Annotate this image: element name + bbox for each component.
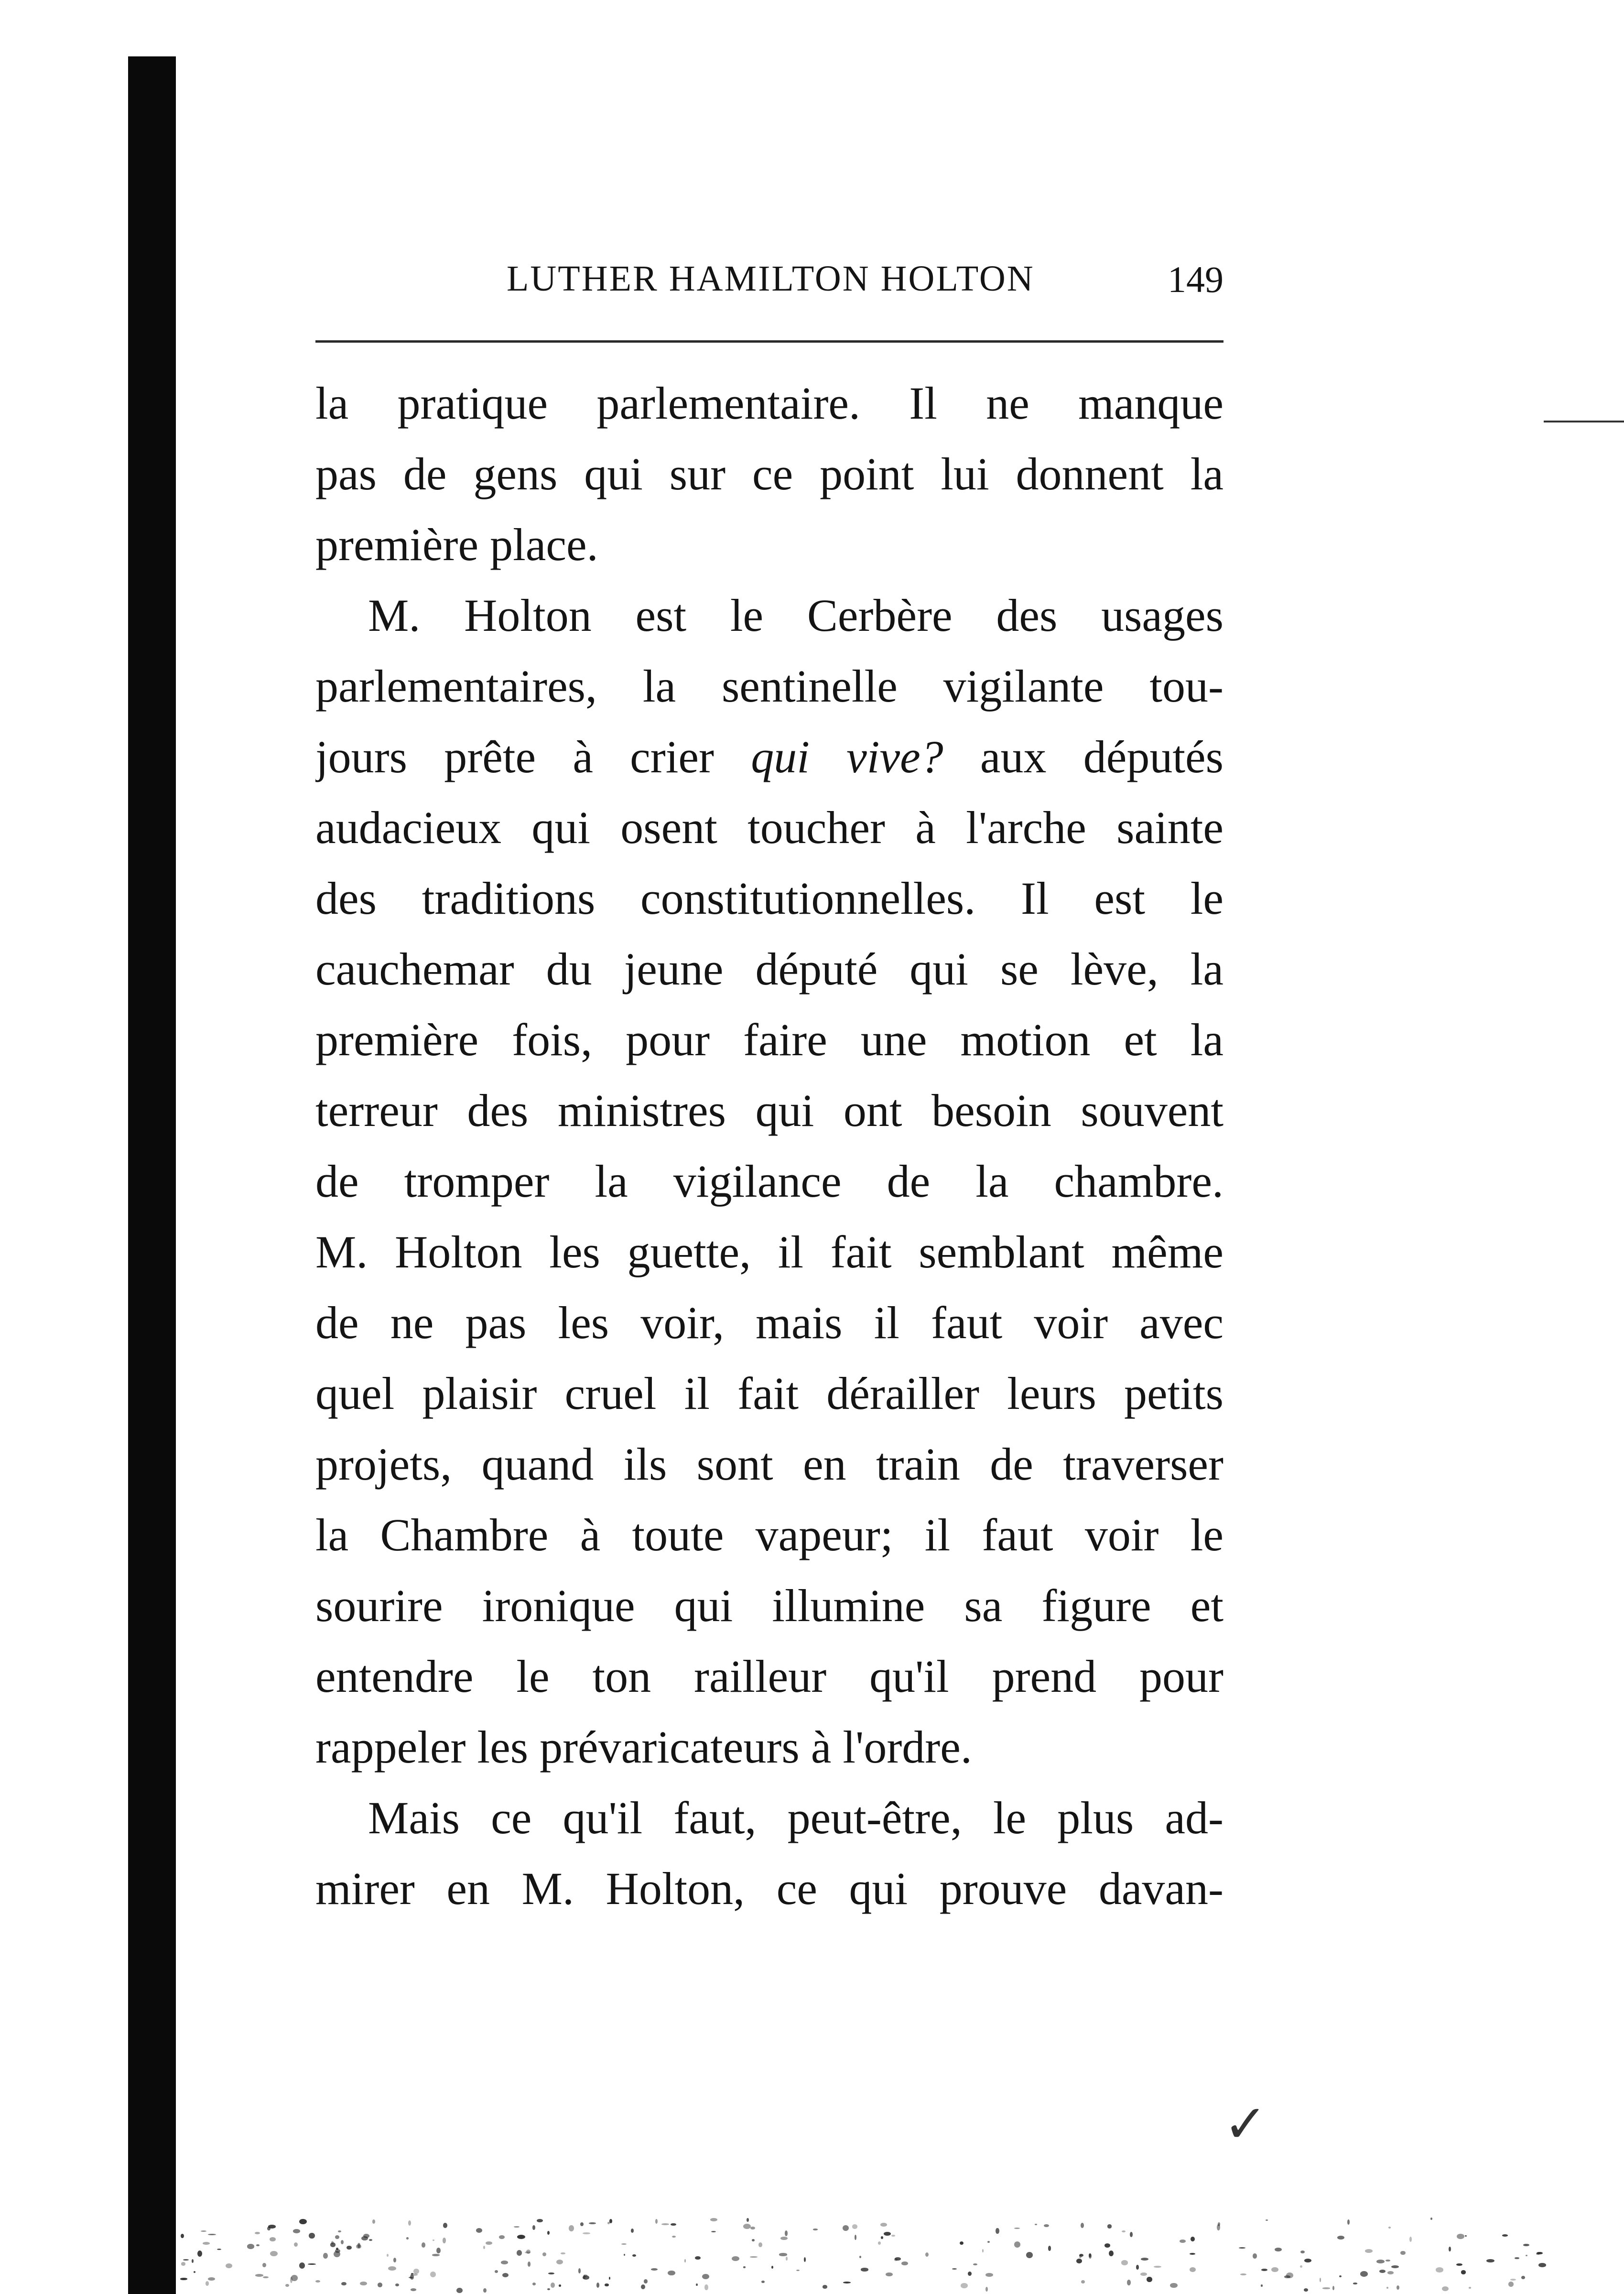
noise-speck [661, 2223, 669, 2225]
noise-speck [1515, 2257, 1519, 2259]
noise-speck [532, 2283, 536, 2285]
noise-speck [786, 2257, 787, 2261]
scan-spine-shadow [128, 56, 176, 2294]
noise-speck [891, 2235, 895, 2237]
noise-speck [1266, 2219, 1268, 2221]
noise-speck [1271, 2267, 1278, 2272]
noise-speck [1076, 2259, 1082, 2263]
text-line: jours prête à crier qui vive? aux députés [315, 731, 1223, 782]
noise-speck [1191, 2237, 1195, 2241]
noise-speck [443, 2223, 448, 2228]
noise-speck [985, 2273, 993, 2277]
noise-speck [502, 2273, 509, 2277]
noise-speck [532, 2225, 535, 2229]
text-line: la Chambre à toute vapeur; il faut voir le [315, 1509, 1223, 1560]
noise-speck [255, 2232, 260, 2234]
page-header [507, 253, 1233, 306]
noise-speck [1337, 2236, 1345, 2240]
noise-speck [499, 2235, 505, 2239]
noise-speck [486, 2241, 492, 2245]
noise-speck [1360, 2271, 1368, 2277]
noise-speck [548, 2272, 554, 2274]
text-line: sourire ironique qui illumine sa figure et [315, 1580, 1223, 1631]
noise-speck [644, 2279, 648, 2283]
noise-speck [1388, 2227, 1391, 2229]
noise-speck [624, 2254, 625, 2256]
noise-speck [268, 2225, 275, 2228]
noise-speck [973, 2263, 977, 2265]
noise-speck [985, 2287, 988, 2292]
noise-speck [1332, 2286, 1334, 2290]
noise-speck [861, 2268, 868, 2271]
text-line: M. Holton les guette, il fait semblant même [315, 1226, 1223, 1277]
text-line: rappeler les prévaricateurs à l'ordre. [315, 1721, 972, 1773]
noise-speck [335, 2235, 340, 2240]
noise-speck [655, 2219, 658, 2224]
noise-speck [743, 2266, 745, 2268]
noise-speck [752, 2239, 755, 2241]
noise-speck [1469, 2287, 1471, 2289]
noise-speck [609, 2277, 610, 2280]
noise-speck [378, 2283, 382, 2287]
noise-speck [476, 2228, 482, 2233]
noise-speck [206, 2281, 209, 2286]
noise-speck [632, 2254, 636, 2257]
noise-speck [1449, 2247, 1451, 2252]
noise-speck [443, 2238, 446, 2243]
noise-speck [711, 2231, 716, 2232]
noise-speck [743, 2224, 751, 2229]
noise-speck [968, 2272, 972, 2276]
noise-speck [1304, 2259, 1311, 2262]
text-line: de tromper la vigilance de la chambre. [315, 1156, 1223, 1207]
noise-speck [1442, 2286, 1449, 2291]
noise-speck [710, 2218, 717, 2221]
noise-speck [483, 2288, 486, 2293]
noise-speck [583, 2232, 590, 2235]
noise-speck [704, 2284, 708, 2290]
text-line: des traditions constitutionnelles. Il est le [315, 873, 1223, 924]
noise-speck [696, 2283, 698, 2285]
noise-speck [1014, 2241, 1020, 2248]
margin-mark [1544, 421, 1624, 422]
noise-speck [1300, 2251, 1305, 2253]
noise-speck [1190, 2253, 1196, 2255]
noise-speck [537, 2219, 543, 2222]
noise-speck [1391, 2265, 1399, 2268]
noise-speck [1261, 2269, 1267, 2271]
noise-speck [432, 2254, 440, 2256]
noise-speck [695, 2256, 700, 2260]
noise-speck [183, 2259, 189, 2261]
noise-speck [1300, 2265, 1302, 2267]
text-line: terreur des ministres qui ont besoin souvent [315, 1085, 1223, 1136]
noise-speck [1457, 2234, 1465, 2239]
noise-speck [299, 2262, 305, 2268]
noise-speck [758, 2242, 762, 2247]
noise-speck [750, 2256, 758, 2258]
noise-speck [201, 2230, 206, 2232]
noise-speck [641, 2284, 645, 2289]
noise-speck [247, 2244, 254, 2249]
noise-speck [1104, 2243, 1111, 2248]
noise-speck [952, 2268, 957, 2270]
noise-speck [323, 2253, 327, 2259]
noise-speck [1409, 2237, 1412, 2242]
noise-speck [672, 2236, 676, 2238]
noise-speck [1379, 2270, 1386, 2273]
noise-speck [982, 2249, 984, 2252]
noise-speck [607, 2222, 610, 2224]
noise-speck [285, 2284, 289, 2287]
noise-speck [263, 2276, 268, 2278]
noise-speck [651, 2268, 658, 2271]
noise-speck [859, 2256, 861, 2259]
noise-speck [372, 2219, 376, 2224]
noise-speck [1140, 2272, 1147, 2276]
noise-speck [886, 2272, 893, 2277]
noise-speck [747, 2218, 749, 2222]
noise-speck [361, 2236, 368, 2240]
noise-speck [1240, 2273, 1246, 2275]
noise-speck [631, 2229, 634, 2232]
noise-speck [1170, 2283, 1177, 2288]
noise-speck [1044, 2224, 1049, 2227]
running-title: LUTHER HAMILTON HOLTON [507, 259, 1035, 299]
noise-speck [180, 2278, 187, 2280]
noise-speck [270, 2251, 278, 2256]
noise-speck [750, 2227, 755, 2230]
noise-speck [569, 2225, 574, 2231]
noise-speck [1465, 2235, 1466, 2237]
noise-speck [270, 2237, 276, 2241]
noise-speck [433, 2240, 434, 2241]
noise-speck [796, 2270, 800, 2271]
noise-speck [1400, 2251, 1406, 2255]
noise-speck [732, 2256, 739, 2262]
noise-speck [702, 2274, 709, 2279]
noise-speck [406, 2237, 409, 2239]
noise-speck [547, 2231, 550, 2235]
noise-speck [960, 2241, 964, 2245]
noise-speck [1130, 2232, 1133, 2237]
noise-speck [346, 2246, 352, 2250]
text-line: entendre le ton railleur qu'il prend pour [315, 1651, 1223, 1702]
noise-speck [1397, 2285, 1399, 2290]
noise-speck [181, 2262, 186, 2266]
noise-speck [1322, 2287, 1330, 2289]
noise-speck [1122, 2230, 1126, 2232]
noise-speck [596, 2283, 599, 2287]
noise-speck [671, 2223, 676, 2226]
noise-speck [181, 2234, 184, 2238]
noise-speck [226, 2263, 232, 2268]
noise-speck [299, 2219, 306, 2224]
noise-speck [315, 2280, 320, 2283]
scan-noise [176, 2179, 1562, 2294]
noise-speck [987, 2241, 990, 2243]
noise-speck [1347, 2219, 1350, 2224]
noise-speck [884, 2232, 891, 2236]
noise-speck [583, 2275, 589, 2280]
noise-speck [197, 2251, 202, 2257]
noise-speck [1136, 2265, 1138, 2270]
noise-speck [551, 2283, 554, 2288]
check-mark-icon: ✓ [1223, 2095, 1268, 2153]
noise-speck [804, 2257, 806, 2262]
noise-speck [1436, 2267, 1444, 2272]
noise-speck [255, 2274, 263, 2277]
text-line: projets, quand ils sont en train de traverser [315, 1439, 1223, 1490]
noise-speck [411, 2273, 418, 2276]
noise-speck [526, 2250, 531, 2254]
noise-speck [684, 2259, 686, 2263]
noise-speck [1536, 2253, 1540, 2255]
noise-speck [1353, 2283, 1357, 2284]
noise-speck [341, 2282, 346, 2285]
text-line: parlementaires, la sentinelle vigilante tou- [315, 660, 1223, 712]
noise-speck [1365, 2249, 1373, 2252]
noise-speck [514, 2226, 520, 2228]
noise-speck [1109, 2251, 1114, 2256]
text-line: audacieux qui osent toucher à l'arche sainte [315, 802, 1223, 853]
noise-speck [411, 2288, 416, 2291]
noise-speck [1253, 2253, 1256, 2259]
text-line: de ne pas les voir, mais il faut voir avec [315, 1297, 1223, 1348]
noise-speck [1035, 2224, 1037, 2225]
noise-speck [785, 2230, 788, 2237]
noise-speck [605, 2283, 608, 2286]
noise-speck [208, 2277, 215, 2281]
text-line: pas de gens qui sur ce point lui donnent la [315, 448, 1223, 499]
noise-speck [1107, 2224, 1112, 2228]
noise-speck [1121, 2260, 1128, 2265]
noise-speck [1261, 2284, 1263, 2287]
noise-speck [192, 2259, 194, 2262]
noise-speck [1320, 2278, 1321, 2282]
noise-speck [589, 2222, 595, 2224]
noise-speck [388, 2266, 396, 2271]
noise-speck [559, 2284, 561, 2287]
header-rule [315, 340, 1223, 343]
noise-speck [1461, 2270, 1466, 2274]
noise-speck [1190, 2267, 1196, 2272]
noise-speck [542, 2252, 546, 2256]
noise-speck [843, 2225, 849, 2231]
noise-speck [547, 2288, 550, 2290]
noise-speck [1079, 2254, 1083, 2257]
noise-speck [483, 2246, 485, 2249]
noise-speck [1154, 2266, 1161, 2268]
noise-speck [395, 2283, 399, 2286]
noise-speck [338, 2230, 341, 2232]
noise-speck [203, 2242, 210, 2245]
noise-speck [1386, 2260, 1390, 2262]
noise-speck [1456, 2263, 1462, 2266]
noise-speck [436, 2248, 441, 2254]
noise-speck [878, 2241, 881, 2245]
noise-speck [456, 2288, 463, 2293]
noise-speck [517, 2250, 522, 2256]
text-line: mirer en M. Holton, ce qui prouve davan- [315, 1863, 1223, 1914]
noise-speck [1430, 2218, 1432, 2220]
noise-speck [208, 2234, 216, 2235]
noise-speck [880, 2223, 887, 2227]
noise-speck [855, 2235, 856, 2240]
noise-speck [194, 2271, 195, 2273]
noise-speck [256, 2244, 260, 2246]
noise-speck [422, 2242, 426, 2248]
noise-speck [1089, 2253, 1091, 2257]
noise-speck [761, 2281, 764, 2283]
noise-speck [430, 2272, 436, 2277]
page-number: 149 [1168, 259, 1223, 300]
noise-speck [293, 2229, 301, 2233]
noise-speck [1339, 2275, 1342, 2277]
noise-speck [1304, 2288, 1308, 2292]
noise-speck [369, 2239, 372, 2241]
text-line: Mais ce qu'il faut, peut-être, le plus ad- [368, 1792, 1223, 1843]
noise-speck [1538, 2263, 1546, 2267]
noise-speck [1376, 2260, 1385, 2263]
noise-speck [1014, 2228, 1019, 2229]
noise-speck [1523, 2244, 1529, 2246]
noise-speck [925, 2252, 929, 2257]
noise-speck [1141, 2258, 1148, 2261]
noise-speck [1127, 2280, 1131, 2285]
noise-speck [1387, 2271, 1394, 2274]
noise-speck [356, 2244, 361, 2249]
noise-speck [393, 2258, 396, 2262]
noise-speck [895, 2257, 900, 2261]
text-line: M. Holton est le Cerbère des usages [368, 590, 1223, 641]
noise-speck [308, 2263, 316, 2265]
text-line: quel plaisir cruel il fait dérailler leurs petits [315, 1368, 1223, 1419]
noise-speck [578, 2268, 581, 2273]
noise-speck [1486, 2259, 1494, 2262]
noise-speck [262, 2263, 266, 2267]
noise-speck [1521, 2276, 1525, 2279]
noise-speck [1081, 2280, 1085, 2283]
noise-speck [1217, 2224, 1220, 2230]
noise-speck [1508, 2282, 1514, 2287]
noise-speck [528, 2262, 531, 2267]
noise-speck [1510, 2279, 1516, 2281]
noise-speck [556, 2260, 563, 2264]
text-line: première place. [315, 519, 598, 570]
noise-speck [341, 2240, 344, 2244]
noise-speck [813, 2229, 818, 2230]
noise-speck [621, 2243, 627, 2245]
noise-speck [580, 2222, 584, 2226]
noise-speck [996, 2228, 999, 2234]
noise-speck [1147, 2277, 1152, 2282]
noise-speck [1048, 2246, 1051, 2251]
noise-speck [517, 2235, 525, 2239]
noise-speck [881, 2236, 883, 2239]
noise-speck [501, 2261, 508, 2264]
noise-speck [495, 2270, 498, 2273]
noise-speck [387, 2254, 389, 2256]
italic-phrase: qui vive? [751, 731, 943, 782]
text-line: cauchemar du jeune député qui se lève, la [315, 943, 1223, 995]
noise-speck [294, 2242, 298, 2247]
noise-speck [1502, 2234, 1508, 2237]
noise-speck [852, 2224, 857, 2229]
noise-speck [291, 2275, 298, 2281]
body-text [315, 368, 1223, 1924]
noise-speck [1026, 2252, 1033, 2258]
text-line: première fois, pour faire une motion et la [315, 1014, 1223, 1065]
noise-speck [217, 2249, 221, 2250]
noise-speck [360, 2282, 367, 2285]
noise-speck [961, 2283, 968, 2288]
noise-speck [309, 2233, 314, 2239]
noise-speck [561, 2252, 565, 2254]
text-line: la pratique parlementaire. Il ne manque [315, 378, 1223, 429]
noise-speck [408, 2220, 411, 2226]
noise-speck [1239, 2247, 1245, 2249]
noise-speck [1275, 2248, 1282, 2251]
noise-speck [779, 2253, 787, 2256]
noise-speck [823, 2285, 827, 2288]
noise-speck [901, 2262, 908, 2265]
noise-speck [1081, 2223, 1084, 2228]
noise-speck [1526, 2255, 1527, 2256]
noise-speck [330, 2242, 336, 2247]
noise-speck [780, 2237, 788, 2240]
noise-speck [1180, 2240, 1186, 2243]
noise-speck [843, 2282, 851, 2283]
noise-speck [1386, 2287, 1388, 2289]
noise-speck [668, 2271, 675, 2275]
noise-speck [771, 2266, 773, 2269]
